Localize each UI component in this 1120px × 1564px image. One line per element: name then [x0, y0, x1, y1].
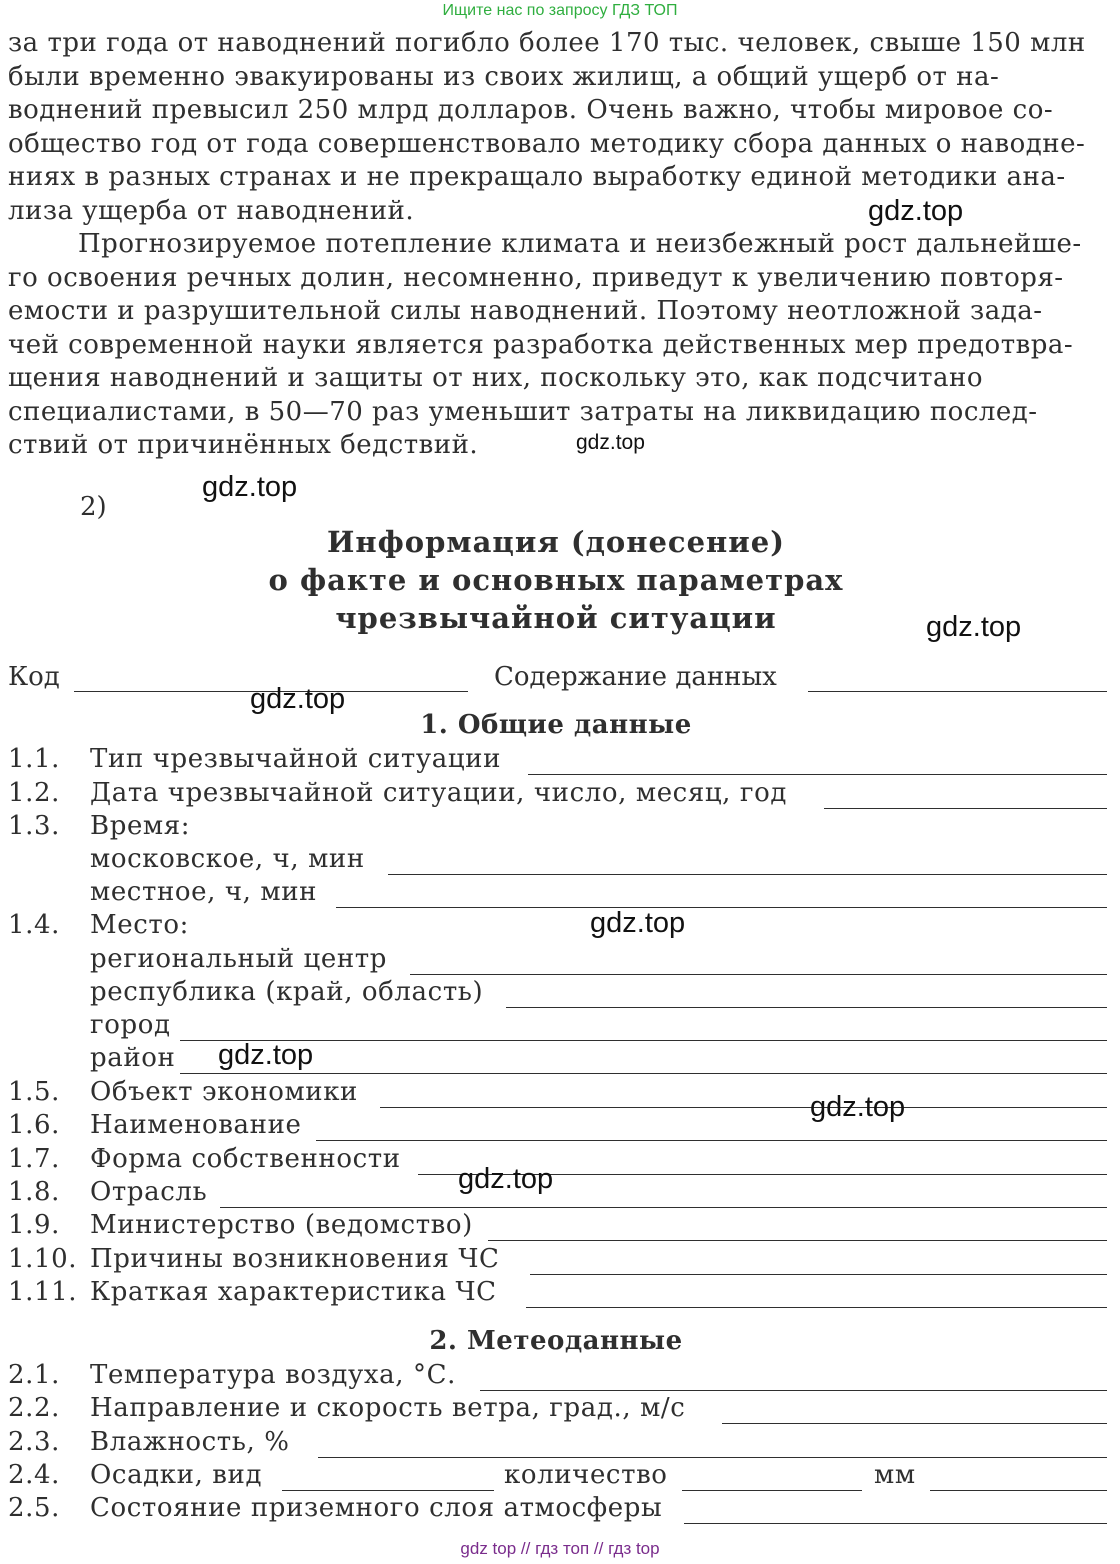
paragraph-2	[8, 228, 1106, 463]
row-label: город	[90, 1010, 171, 1040]
row-number: 1.10.	[8, 1244, 78, 1274]
watermark: gdz.top	[868, 195, 964, 227]
row-label: местное, ч, мин	[90, 877, 318, 907]
search-banner: Ищите нас по запросу ГДЗ ТОП	[442, 2, 678, 19]
answer-line[interactable]	[388, 874, 1107, 875]
answer-line[interactable]	[410, 974, 1107, 975]
watermark: gdz.top	[926, 611, 1022, 643]
answer-line[interactable]	[930, 1490, 1107, 1491]
row-label: Причины возникновения ЧС	[90, 1244, 500, 1274]
text-line: специалистами, в 50—70 раз уменьшит затраты на ликвидацию послед-	[8, 396, 1038, 427]
content-input-line[interactable]	[808, 691, 1107, 692]
answer-line[interactable]	[824, 808, 1107, 809]
answer-line[interactable]	[220, 1207, 1107, 1208]
watermark: gdz.top	[250, 683, 346, 715]
watermark: gdz.top	[202, 471, 298, 503]
answer-line[interactable]	[528, 774, 1107, 775]
form-row-2-3	[8, 1426, 1108, 1459]
row-label: Время:	[90, 811, 191, 841]
row-label: Краткая характеристика ЧС	[90, 1277, 497, 1307]
text-line: были временно эвакуированы из своих жилищ, а общий ущерб от на-	[8, 61, 1000, 92]
row-number: 1.11.	[8, 1277, 78, 1307]
row-number: 1.2.	[8, 778, 61, 808]
answer-line[interactable]	[722, 1423, 1107, 1424]
text-line: за три года от наводнений погибло более 170 тыс. человек, свыше 150 млн	[8, 28, 1086, 58]
form-row-1-7	[8, 1143, 1108, 1176]
text-line: чей современной науки является разработка действенных мер предотвра-	[8, 329, 1074, 360]
answer-line[interactable]	[530, 1274, 1107, 1275]
precipitation-type-line[interactable]	[282, 1490, 494, 1491]
row-label: Состояние приземного слоя атмосферы	[90, 1493, 663, 1523]
form-row-1-4-city	[8, 1009, 1108, 1042]
precipitation-amount-line[interactable]	[682, 1490, 862, 1491]
row-label: Направление и скорость ветра, град., м/с	[90, 1393, 686, 1423]
row-number: 1.3.	[8, 811, 61, 841]
form-row-1-3	[8, 810, 1108, 843]
answer-line[interactable]	[488, 1240, 1107, 1241]
row-number: 1.7.	[8, 1144, 61, 1174]
text-line: щения наводнений и защиты от них, поскольку это, как подсчитано	[8, 363, 984, 393]
form-row-1-3-local	[8, 876, 1108, 909]
row-label: Отрасль	[90, 1177, 208, 1207]
code-row	[8, 660, 1108, 696]
form-row-1-9	[8, 1209, 1108, 1242]
answer-line[interactable]	[318, 1457, 1107, 1458]
answer-line[interactable]	[180, 1073, 1107, 1074]
watermark: gdz.top	[576, 431, 645, 454]
unit-label: мм	[874, 1460, 916, 1490]
form-row-1-1	[8, 743, 1108, 776]
text-line: ниях в разных странах и не прекращало выработку единой методики ана-	[8, 162, 1066, 192]
form-row-1-11	[8, 1276, 1108, 1309]
answer-line[interactable]	[180, 1040, 1107, 1041]
answer-line[interactable]	[526, 1307, 1107, 1308]
row-number: 1.6.	[8, 1110, 61, 1140]
answer-line[interactable]	[506, 1007, 1107, 1008]
row-number: 1.5.	[8, 1077, 61, 1107]
form-row-1-5	[8, 1076, 1108, 1109]
text-line: емости и разрушительной силы наводнений. Поэтому неотложной зада-	[8, 296, 1043, 326]
title-line: чрезвычайной ситуации	[335, 601, 777, 635]
form-row-1-10	[8, 1243, 1108, 1276]
answer-line[interactable]	[316, 1140, 1107, 1141]
row-label: Министерство (ведомство)	[90, 1210, 473, 1240]
row-label: Тип чрезвычайной ситуации	[90, 744, 502, 774]
form-row-1-3-moscow	[8, 843, 1108, 876]
text-line: воднений превысил 250 млрд долларов. Очень важно, чтобы мировое со-	[8, 95, 1054, 125]
text-line: ствий от причинённых бедствий.	[8, 430, 479, 460]
form-row-2-2	[8, 1392, 1108, 1425]
row-number: 2.4.	[8, 1460, 61, 1490]
row-number: 2.1.	[8, 1360, 61, 1390]
row-label: республика (край, область)	[90, 977, 484, 1007]
row-label: Объект экономики	[90, 1077, 358, 1107]
row-label: Осадки, вид	[90, 1460, 263, 1490]
row-number: 2.2.	[8, 1393, 61, 1423]
text-line: общество год от года совершенствовало методику сбора данных о наводне-	[8, 128, 1086, 159]
form-row-2-1	[8, 1359, 1108, 1392]
row-label: Температура воздуха, °С.	[90, 1360, 456, 1390]
row-label: московское, ч, мин	[90, 844, 365, 874]
section-1-title: 1. Общие данные	[420, 710, 692, 740]
row-label: Влажность, %	[90, 1427, 290, 1457]
row-label: Наименование	[90, 1110, 302, 1140]
footer-watermark: gdz top // гдз топ // гдз top	[460, 1539, 660, 1558]
watermark: gdz.top	[810, 1091, 906, 1123]
text-line: го освоения речных долин, несомненно, приведут к увеличению повторя-	[8, 262, 1064, 293]
answer-line[interactable]	[684, 1523, 1107, 1524]
text-line: Прогнозируемое потепление климата и неизбежный рост дальнейше-	[78, 229, 1082, 259]
watermark: gdz.top	[458, 1163, 554, 1195]
row-number: 1.1.	[8, 744, 61, 774]
row-label: район	[90, 1043, 176, 1073]
answer-line[interactable]	[336, 907, 1107, 908]
row-number: 1.8.	[8, 1177, 61, 1207]
row-number: 2.3.	[8, 1427, 61, 1457]
answer-line[interactable]	[380, 1107, 1107, 1108]
form-row-1-4-region-center	[8, 943, 1108, 976]
row-label: Форма собственности	[90, 1144, 401, 1174]
watermark: gdz.top	[218, 1039, 314, 1071]
content-label: Содержание данных	[494, 662, 777, 692]
row-number: 1.9.	[8, 1210, 61, 1240]
item-number: 2)	[80, 492, 107, 522]
title-line: о факте и основных параметрах	[268, 563, 844, 597]
watermark: gdz.top	[590, 907, 686, 939]
section-2-title: 2. Метеоданные	[429, 1326, 683, 1356]
code-label: Код	[8, 662, 60, 692]
form-row-1-4-district	[8, 1039, 1108, 1075]
form-row-1-4-republic	[8, 976, 1108, 1009]
form-row-1-2	[8, 777, 1108, 810]
form-row-1-8	[8, 1176, 1108, 1209]
form-row-2-4	[8, 1459, 1108, 1492]
row-label: региональный центр	[90, 944, 388, 974]
title-line: Информация (донесение)	[327, 525, 785, 559]
form-row-1-6	[8, 1109, 1108, 1142]
form-row-2-5	[8, 1492, 1108, 1525]
text-line: лиза ущерба от наводнений.	[8, 195, 415, 226]
amount-label: количество	[504, 1460, 668, 1490]
row-label: Место:	[90, 910, 189, 940]
answer-line[interactable]	[480, 1390, 1107, 1391]
form-row-1-4	[8, 909, 1108, 942]
row-number: 2.5.	[8, 1493, 61, 1523]
row-number: 1.4.	[8, 910, 61, 940]
row-label: Дата чрезвычайной ситуации, число, месяц, год	[90, 778, 787, 808]
